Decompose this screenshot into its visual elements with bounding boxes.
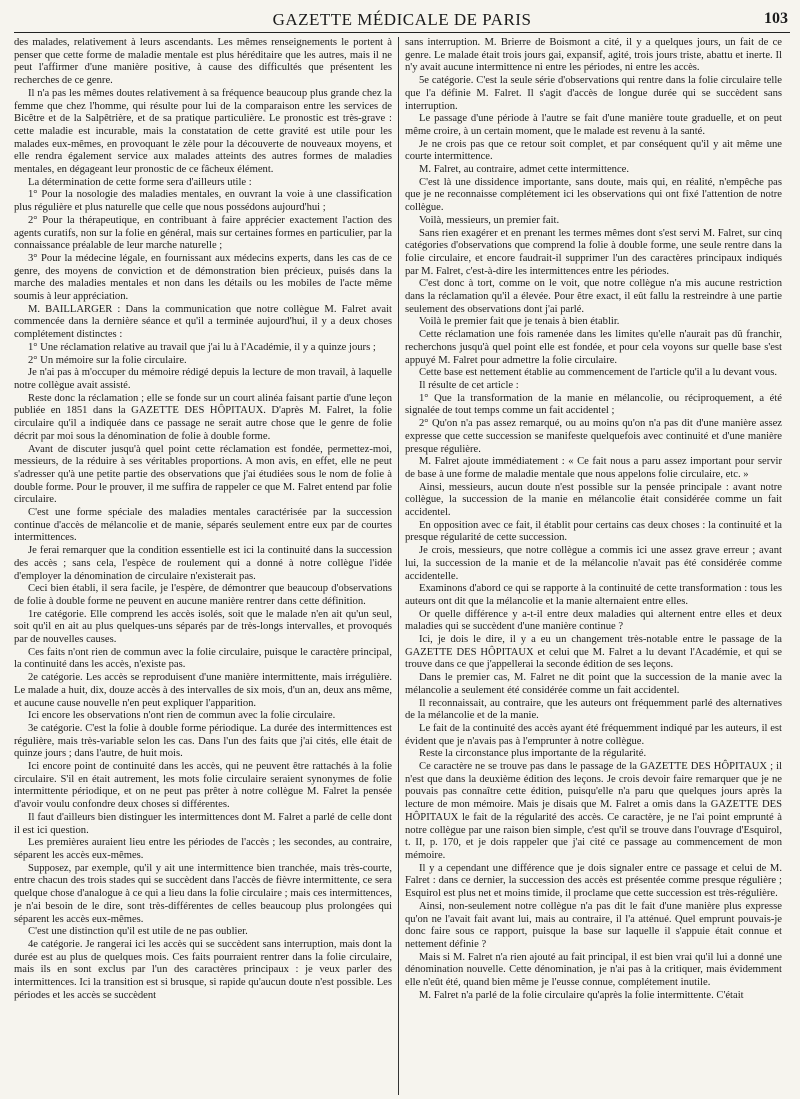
paragraph: Il y a cependant une différence que je dois signaler entre ce passage et celui de M. Falret : dans ce dernier, la succession des accès est présentée comme presque régulière ; Esquirol est plus net et moins timide, il proclame que cette succession est très-régulière. [405,862,782,900]
paragraph: C'est là une dissidence importante, sans doute, mais qui, en réalité, n'empêche pas que je ne reconnaisse complétement ici les observations qui ont fixé l'attention de notre collègue. [405,176,782,214]
paragraph: 1° Que la transformation de la manie en mélancolie, ou réciproquement, a été signalée de tout temps comme un fait accidentel ; [405,392,782,417]
paragraph: Ce caractère ne se trouve pas dans le passage de la GAZETTE DES HÔPITAUX ; il n'est que dans la deuxième édition des leçons. Je crois devoir faire remarquer que je ne pouvais pas connaître cette édition, puisqu'elle n'a paru que quelques jours après la lecture de mon mémoire. Mais je disais que M. Falret a omis dans la GAZETTE DES HÔPITAUX le fait de la régularité des accès. Ce caractère, je ne l'ai point emprunté à notre collègue par une raison bien simple, c'est qu'il se trouve dans l'ouvrage d'Esquirol, t. II, p. 170, et je dois rappeler que j'ai cité ce passage au commencement de mon mémoire. [405,761,782,861]
paragraph: Voilà, messieurs, un premier fait. [419,214,560,226]
paragraph: Mais si M. Falret n'a rien ajouté au fait principal, il est bien vrai qu'il lui a donné une dénomination nouvelle. Cette dénomination, je n'ai pas à la critiquer, mais évidemment elle n'eût été, quand bien même je l'eusse connue, complétement inutile. [405,951,782,989]
left-column [14,37,398,1095]
paragraph: M. Falret n'a parlé de la folie circulaire qu'après la folie intermittente. C'était [419,989,744,1001]
paragraph: Je crois, messieurs, que notre collègue a commis ici une assez grave erreur ; avant lui, la succession de la manie et de la mélancolie n'avait pas été considérée comme accidentelle. [405,545,782,582]
paragraph: Je ferai remarquer que la condition essentielle est ici la continuité dans la succession des accès ; sans cela, l'espèce de roulement qui a donné à notre collègue l'idée d'employer la dénomination de circulaire n'existerait pas. [14,545,392,582]
paragraph: Je ne crois pas que ce retour soit complet, et par conséquent qu'il y ait même une courte intermittence. [405,138,782,163]
paragraph: des malades, relativement à leurs ascendants. Les mêmes renseignements le portent à penser que cette forme de maladie mentale est plus héréditaire que les autres, mais il ne peut l'affirmer d'une manière positive, à cause des difficultés que présentent les recherches de ce genre. [14,37,392,87]
right-column [398,37,782,1095]
paragraph: M. Falret ajoute immédiatement : « Ce fait nous a paru assez important pour servir de base à une forme de maladie mentale que nous appelons folie circulaire, etc. » [405,456,782,480]
page-number: 103 [764,10,788,27]
paragraph: Supposez, par exemple, qu'il y ait une intermittence bien tranchée, mais très-courte, entre chacun des trois stades qui se succèdent dans l'accès de fièvre intermittente, ce sera quelque chose d'analogue à ce qui a lieu dans la folie circulaire ; mais ces intermittences, je n'ai besoin de le dire, sont très-différentes de celles beaucoup plus prolongées qui séparent les accès eux-mêmes. [14,862,392,925]
paragraph: 2° Qu'on n'a pas assez remarqué, ou au moins qu'on n'a pas dit d'une manière assez expresse que cette succession se manifeste quelquefois avec continuité et d'une manière presque régulière. [405,418,782,455]
paragraph: 4e catégorie. Je rangerai ici les accès qui se succèdent sans interruption, mais dont la durée est au plus de quelques mois. Ces faits pourraient rentrer dans la folie circulaire, mais ils en sont exclus par l'un des caractères principaux : je veux parler des intermittences. Ici la transition est si brusque, si rapide qu'aucun doute n'est possible. Les périodes et les accès se succèdent [14,938,392,1001]
paragraph: Ainsi, non-seulement notre collègue n'a pas dit le fait d'une manière plus expresse qu'on ne l'avait fait avant lui, mais au contraire, il l'a atténué. Quel emprunt pouvais-je donc faire sous ce rapport, puisque la base sur laquelle il s'appuie était connue et nettement définie ? [405,900,782,950]
paragraph: Le passage d'une période à l'autre se fait d'une manière toute graduelle, et on peut même croire, à un certain moment, que le malade est revenu à la santé. [405,113,782,137]
paragraph: Reste la circonstance plus importante de la régularité. [419,748,647,760]
paragraph: 1° Une réclamation relative au travail que j'ai lu à l'Académie, il y a quinze jours ; [28,341,376,353]
paragraph: Le fait de la continuité des accès ayant été fréquemment indiqué par les auteurs, il est évident que je n'avais pas à l'emprunter à notre collègue. [405,722,782,747]
paragraph: Ici encore les observations n'ont rien de commun avec la folie circulaire. [28,710,336,722]
paragraph: Voilà le premier fait que je tenais à bien établir. [419,316,620,328]
paragraph: Ici encore point de continuité dans les accès, qui ne peuvent être rattachés à la folie circulaire. S'il en était autrement, les mots folie circulaire seraient synonymes de folie intermittente périodique, et on ne peut pas prêter à notre collègue M. Falret la pensée d'avoir voulu confondre deux choses si différentes. [14,761,392,811]
paragraph: Sans rien exagérer et en prenant les termes mêmes dont s'est servi M. Falret, sur cinq catégories d'observations que comprend la folie à double forme, une seule rentre dans la folie circulaire, et encore faudrait-il supprimer l'un des caractères principaux indiqués par M. Falret, c'est-à-dire les intermittences entre les périodes. [405,227,782,277]
paragraph: 5e catégorie. C'est la seule série d'observations qui rentre dans la folie circulaire telle que l'a définie M. Falret. Il s'agit d'accès de longue durée qui se succèdent sans interruption. [405,75,782,112]
paragraph: Cette base est nettement établie au commencement de l'article qu'il a lu devant vous. [419,367,777,379]
paragraph: 3° Pour la médecine légale, en fournissant aux médecins experts, dans les cas de ce genre, des moyens de conviction et de démonstration bien précieux, puisés dans la marche des maladies mentales et non dans les détails ou les mobiles de l'acte même soumis à leur appréciation. [14,252,392,303]
paragraph: En opposition avec ce fait, il établit pour certains cas deux choses : la continuité et la presque régularité de cette succession. [405,519,782,544]
paragraph: Reste donc la réclamation ; elle se fonde sur un court alinéa faisant partie d'une leçon publiée en 1851 dans la GAZETTE DES HÔPITAUX. D'après M. Falret, la folie circulaire qu'il a indiquée dans ce passage ne serait autre chose que le genre de folie décrit par moi sous la dénomination de folie à double forme. [14,392,392,442]
paragraph: M. Falret, au contraire, admet cette intermittence. [419,164,630,176]
paragraph: Examinons d'abord ce qui se rapporte à la continuité de cette transformation : tous les auteurs ont dit que la mélancolie et la manie alternaient entre elles. [405,583,782,607]
paragraph: 2e catégorie. Les accès se reproduisent d'une manière intermittente, mais irrégulière. Le malade a huit, dix, douze accès à des intervalles de six mois, d'un an, deux ans même, et aucune cause nouvelle n'en peut expliquer l'apparition. [14,672,392,709]
paragraph: 3e catégorie. C'est la folie à double forme périodique. La durée des intermittences est régulière, mais très-variable selon les cas. Dans l'un des faits que j'ai cités, elle était de quinze jours ; dans l'autre, de huit mois. [14,722,392,760]
paragraph: sans interruption. M. Brierre de Boismont a cité, il y a quelques jours, un fait de ce genre. Le malade était trois jours gai, expansif, agité, trois jours triste, abattu et inerte. Il n'y avait aucune intermittence ni entre les périodes, ni entre les accès. [405,37,782,74]
paragraph: Or quelle différence y a-t-il entre deux maladies qui alternent entre elles et deux maladies qui se succèdent d'une manière continue ? [405,608,782,633]
paragraph: Ces faits n'ont rien de commun avec la folie circulaire, puisque le caractère principal, la continuité dans les accès, n'existe pas. [14,646,392,671]
paragraph: Cette réclamation une fois ramenée dans les limites qu'elle n'aurait pas dû franchir, recherchons jusqu'à quel point elle est fondée, et pour cela voyons sur quelle base s'est appuyé M. Falret pour admettre la folie circulaire. [405,329,782,366]
paragraph: 1re catégorie. Elle comprend les accès isolés, soit que le malade n'en ait qu'un seul, soit qu'il en ait au plus quelques-uns séparés par de très-longs intervalles, et provoqués par de nouvelles causes. [14,608,392,646]
paragraph: C'est donc à tort, comme on le voit, que notre collègue n'a mis aucune restriction dans la réclamation qu'il a élevée. Pour être exact, il eût fallu la restreindre à une partie seulement des observations dont j'ai parlé. [405,278,782,315]
paragraph: Ceci bien établi, il sera facile, je l'espère, de démontrer que beaucoup d'observations de folie à double forme ne peuvent en aucune manière rentrer dans cette définition. [14,583,392,607]
paragraph: Il faut d'ailleurs bien distinguer les intermittences dont M. Falret a parlé de celle dont il est ici question. [14,811,392,836]
paragraph: C'est une distinction qu'il est utile de ne pas oublier. [28,926,248,938]
paragraph: La détermination de cette forme sera d'ailleurs utile : [28,176,252,188]
paragraph: C'est une forme spéciale des maladies mentales caractérisée par la succession continue d'accès de mélancolie et de manie, séparés seulement entre eux par de courtes intermittences. [14,507,392,544]
paragraph: Avant de discuter jusqu'à quel point cette réclamation est fondée, permettez-moi, messieurs, de la réduire à ses véritables proportions. A mon avis, en effet, elle ne peut s'adresser qu'à une petite partie des observations que j'ai étudiées sous le nom de folie à double forme. Pour le prouver, il me suffira de rappeler ce que M. Falret entend par folie circulaire. [14,443,392,506]
text-columns [14,37,790,1095]
paragraph: Ainsi, messieurs, aucun doute n'est possible sur la pensée principale : avant notre collègue, la succession de la manie en mélancolie était considérée comme un fait accidentel. [405,481,782,519]
page-header [14,6,790,33]
paragraph: 2° Pour la thérapeutique, en contribuant à faire apprécier exactement l'action des agents curatifs, non sur la folie en général, mais sur certaines formes en particulier, par la connaissance préalable de leur marche naturelle ; [14,214,392,252]
paragraph: Ici, je dois le dire, il y a eu un changement très-notable entre le passage de la GAZETTE DES HÔPITAUX et celui que M. Falret a lu devant l'Académie, et qui se trouve dans ce que j'appellerai la seconde édition de ses leçons. [405,634,782,671]
journal-title: GAZETTE MÉDICALE DE PARIS [272,10,532,29]
paragraph: Je n'ai pas à m'occuper du mémoire rédigé depuis la lecture de mon travail, à laquelle notre collègue avait assisté. [14,367,392,391]
paragraph: M. BAILLARGER : Dans la communication que notre collègue M. Falret avait commencée dans la dernière séance et qu'il a terminée aujourd'hui, il y a deux choses complétement distinctes : [14,303,392,341]
paragraph: Il résulte de cet article : [419,379,519,391]
paragraph: Il reconnaissait, au contraire, que les auteurs ont fréquemment parlé des alternatives de la mélancolie et de la manie. [405,697,782,722]
paragraph: 2° Un mémoire sur la folie circulaire. [28,354,187,366]
paragraph: Les premières auraient lieu entre les périodes de l'accès ; les secondes, au contraire, séparent les accès eux-mêmes. [14,837,392,861]
paragraph: Il n'a pas les mêmes doutes relativement à sa fréquence beaucoup plus grande chez la femme que chez l'homme, qui résulte pour lui de la comparaison entre les services de Bicêtre et de la Salpêtrière, et de sa pratique particulière. Le pronostic est très-grave : cette maladie est incurable, mais la constatation de cette gravité est utile pour les malades eux-mêmes, en provoquant le zèle pour la découverte de nouveaux moyens, et elle rendra également service aux malades atteints des autres formes de maladies mentales, en dégageant leur pronostic de ce fâcheux élément. [14,87,392,176]
paragraph: Dans le premier cas, M. Falret ne dit point que la succession de la manie avec la mélancolie a seulement été considérée comme un fait accidentel. [405,672,782,696]
paragraph: 1° Pour la nosologie des maladies mentales, en ouvrant la voie à une classification plus régulière et plus naturelle que celle que nous possédons aujourd'hui ; [14,189,392,214]
